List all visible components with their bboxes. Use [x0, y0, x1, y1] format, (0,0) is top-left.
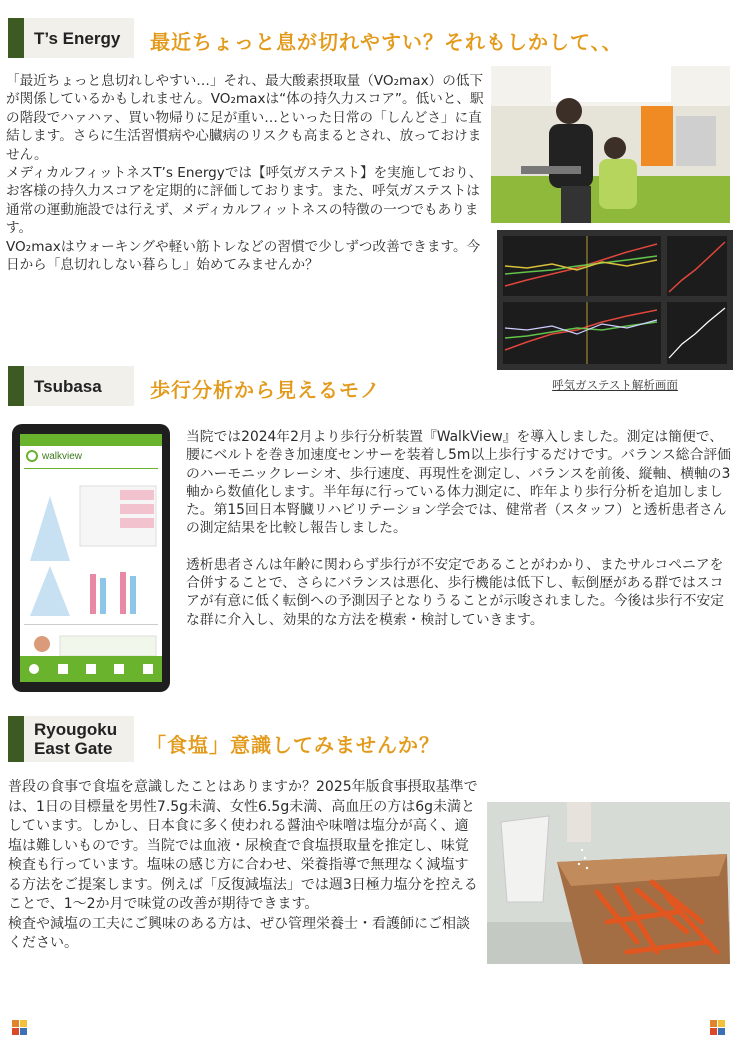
section3-tag-line2: East Gate — [34, 739, 113, 758]
section2-body — [186, 428, 736, 629]
decorative-squares-right — [710, 1020, 726, 1036]
fries-salt-photo — [487, 802, 730, 964]
section1-paragraph-2: メディカルフィットネスT’s Energyでは【呼気ガステスト】を実施しており、お客様の持久力スコアを定期的に評価しております。また、呼気ガステストは通常の運動施設では行えず、メディカルフィットネスの特徴の一つでもあります。 — [6, 165, 483, 237]
section3-tag — [8, 716, 134, 762]
section2-paragraph-1: 当院では2024年2月より歩行分析装置『WalkView』を導入しました。測定は簡便で、腰にベルトを巻き加速度センサーを装着し5m以上歩行するだけです。バランス総合評価のハーモニックレーシオ、歩行速度、再現性を測定し、バランスを前後、縦軸、横軸の3軸から数値化します。半年毎に行っている体力測定に、昨年より歩行分析を追加しました。第15回日本腎臓リハビリテーション学会では、健常者（スタッフ）と透析患者さんの測定結果を比較し報告しました。 — [186, 429, 731, 537]
section2-title: 歩行分析から見えるモノ — [150, 378, 381, 402]
section3-paragraph-1: 普段の食事で食塩を意識したことはありますか？2025年版食事摂取基準では、1日の目標量を男性7.5g未満、女性6.5g未満、高血圧の方は6g未満としています。しかし、日本食に多く使われる醤油や味噌は塩分が高く、適塩は難しいものです。当院では血液・尿検査で食塩摂取量を推定し、味覚検査も行っています。塩味の感じ方に合わせ、栄養指導で無理なく減塩する方法をご提案します。例えば「反復減塩法」では週3日極力塩分を控えることで、1〜2か月で味覚の改善が期待できます。 — [8, 779, 478, 912]
section1-body — [6, 72, 486, 274]
section1-title: 最近ちょっと息が切れやすい？それもしかして、、 — [150, 30, 623, 54]
gas-test-analysis-screen — [497, 230, 733, 370]
section3-tag-label — [24, 720, 117, 758]
section1-tag-label: T’s Energy — [34, 28, 121, 48]
document-icon — [143, 664, 153, 674]
walk-icon — [114, 664, 124, 674]
section1-tag — [8, 18, 134, 58]
gas-test-photo — [491, 66, 730, 223]
walkview-logo-icon — [26, 450, 38, 462]
tag-bar — [8, 716, 24, 762]
section3-body — [8, 778, 480, 954]
walkview-app-name: walkview — [42, 450, 83, 462]
person-icon — [86, 664, 96, 674]
section3-tag-line1: Ryougoku — [34, 720, 118, 739]
section3-paragraph-2: 検査や減塩の工夫にご興味のある方は、ぜひ管理栄養士・看護師にご相談ください。 — [8, 915, 470, 951]
chart-icon — [58, 664, 68, 674]
tag-bar — [8, 18, 24, 58]
section1-paragraph-3: VO₂maxはウォーキングや軽い筋トレなどの習慣で少しずつ改善できます。今日から「息切れしない暮らし」始めてみませんか？ — [6, 238, 481, 274]
section3-title: 「食塩」意識してみませんか？ — [146, 733, 440, 757]
menu-icon — [29, 664, 39, 674]
section2-tag-label: Tsubasa — [34, 376, 102, 396]
tag-bar — [8, 366, 24, 406]
analysis-screen-caption: 呼気ガステスト解析画面 — [552, 378, 678, 392]
section2-paragraph-2: 透析患者さんは年齢に関わらず歩行が不安定であることがわかり、またサルコペニアを合併することで、さらにバランスは悪化、歩行機能は低下し、転倒歴がある群ではスコアが有意に低く転倒への予測因子となりうることが示唆されました。今後は歩行不安定な群に介入し、効果的な方法を模索・検討していきます。 — [186, 556, 725, 628]
walkview-tablet — [12, 424, 170, 692]
section2-tag — [8, 366, 134, 406]
section1-paragraph-1: 「最近ちょっと息切れしやすい…」それ、最大酸素摂取量（VO₂max）の低下が関係しているかもしれません。VO₂maxは“体の持久力スコア”。低いと、駅の階段でハァハァ、買い物帰りに足が重い…といった日常の「しんどさ」に直結します。さらに生活習慣病や心臓病のリスクも高まるとされ、放っておけません。 — [6, 73, 484, 163]
decorative-squares-left — [12, 1020, 28, 1036]
